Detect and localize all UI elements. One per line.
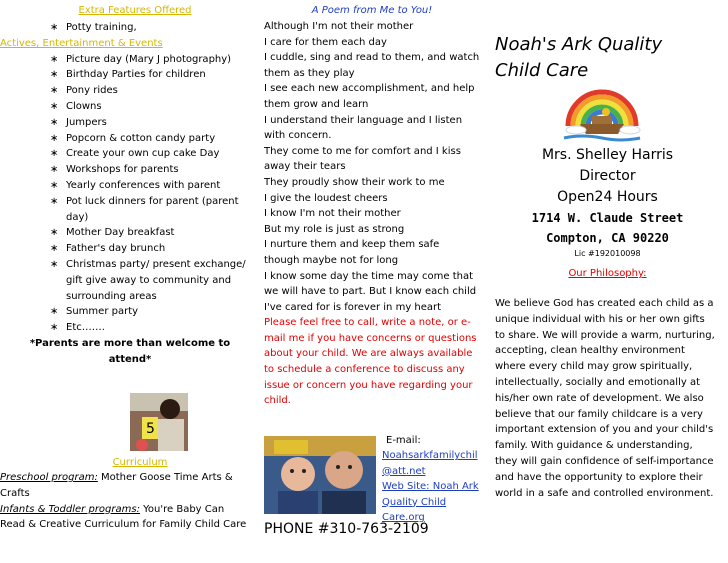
email-label: E-mail: — [386, 435, 421, 446]
list-item — [0, 20, 250, 36]
classroom-photo — [130, 393, 188, 451]
children-photo — [264, 436, 376, 514]
parents-note: *Parents are more than welcome to attend* — [29, 337, 231, 365]
business-hours: Open24 Hours — [557, 189, 658, 205]
infants-label: Infants & Toddler programs: — [0, 503, 140, 515]
events-list — [0, 52, 250, 336]
website-link[interactable]: Web Site: Noah Ark Quality Child Care.org — [382, 481, 479, 524]
street-address: 1714 W. Claude Street — [531, 211, 684, 225]
list-item: ∗ Father's day brunch — [0, 241, 250, 257]
features-column — [0, 0, 250, 563]
contact-note: Please feel free to call, write a note, or e-mail me if you have concerns or questions about your child. We are always available to schedule a conference to discuss any issue or concern you have regarding your child. — [264, 317, 477, 407]
director-name: Mrs. Shelley Harris — [541, 147, 674, 163]
list-item: ∗ Summer party — [0, 304, 250, 320]
bullet-icon: ∗ — [50, 22, 59, 33]
list-item: ∗ Yearly conferences with parent — [0, 178, 250, 194]
preschool-program — [0, 470, 250, 502]
business-name: Noah's Ark Quality Child Care — [495, 34, 663, 81]
features-heading: Extra Features Offered — [78, 5, 192, 16]
info-column — [487, 0, 728, 563]
list-item: ∗ Create your own cup cake Day — [0, 146, 250, 162]
poem-body: Although I'm not their mother I care for them each day I cuddle, sing and read to them, and watch them as they play I see each new accomplishment, and help them grow and learn I understand their language and I listen with concern. They come to me for comfort and I kiss away their tears They proudly show their work to me I give the loudest cheers I know I'm not their mother But my role is just as strong I nurture them and keep them safe though maybe not for long I know some day the time may come that we will have to part. But I know each child I've cared for is forever in my heart — [264, 21, 480, 313]
list-item: ∗ Jumpers — [0, 115, 250, 131]
list-item: ∗ Etc……. — [0, 320, 250, 336]
infants-program — [0, 502, 250, 534]
director-title: Director — [579, 168, 636, 184]
list-item: ∗ Pony rides — [0, 83, 250, 99]
preschool-label: Preschool program: — [0, 472, 98, 483]
list-item: ∗ Birthday Parties for children — [0, 67, 250, 83]
philosophy-heading: Our Philosophy: — [568, 268, 647, 279]
email-link[interactable]: Noahsarkfamilychil@att.net — [382, 450, 478, 477]
list-item: ∗ Popcorn & cotton candy party — [0, 131, 250, 147]
list-item: ∗ Pot luck dinners for parent (parent day) — [0, 194, 250, 226]
list-item: ∗ Christmas party/ present exchange/ gift give away to community and surrounding areas — [0, 257, 250, 304]
preschool-text: Mother Goose Time Arts & Crafts — [0, 472, 233, 499]
infants-text: You're Baby Can Read & Creative Curriculum for Family Child Care — [0, 503, 247, 531]
poem-title: A Poem from Me to You! — [311, 5, 433, 16]
philosophy-text: We believe God has created each child as a unique individual with his or her own gifts to share. We will provide a warm, nurturing, accepting, clean healthy environment where every child may grow spiritually, intellectually, socially and emotionally at his/her own rate of development. We also believe that our family childcare is a very important extension of you and your child's family. With guidance & understanding, they will gain confidence of self-importance and have the opportunity to explore their world in a safe and controlled environment. — [495, 298, 715, 499]
list-item: ∗ Workshops for parents — [0, 162, 250, 178]
events-subheading: Actives, Entertainment & Events — [0, 37, 163, 49]
license-number: Lic #192010098 — [574, 249, 641, 258]
list-item: ∗ Picture day (Mary J photography) — [0, 52, 250, 68]
city-address: Compton, CA 90220 — [546, 231, 669, 245]
rainbow-ark-logo — [562, 82, 642, 142]
list-item: ∗ Clowns — [0, 99, 250, 115]
svg-text:5: 5 — [146, 421, 155, 437]
list-item-text: Potty training, — [66, 22, 137, 33]
phone-number: PHONE #310-763-2109 — [264, 521, 429, 537]
poem-column — [264, 0, 480, 563]
list-item: ∗ Mother Day breakfast — [0, 225, 250, 241]
curriculum-heading: Curriculum — [112, 457, 168, 468]
